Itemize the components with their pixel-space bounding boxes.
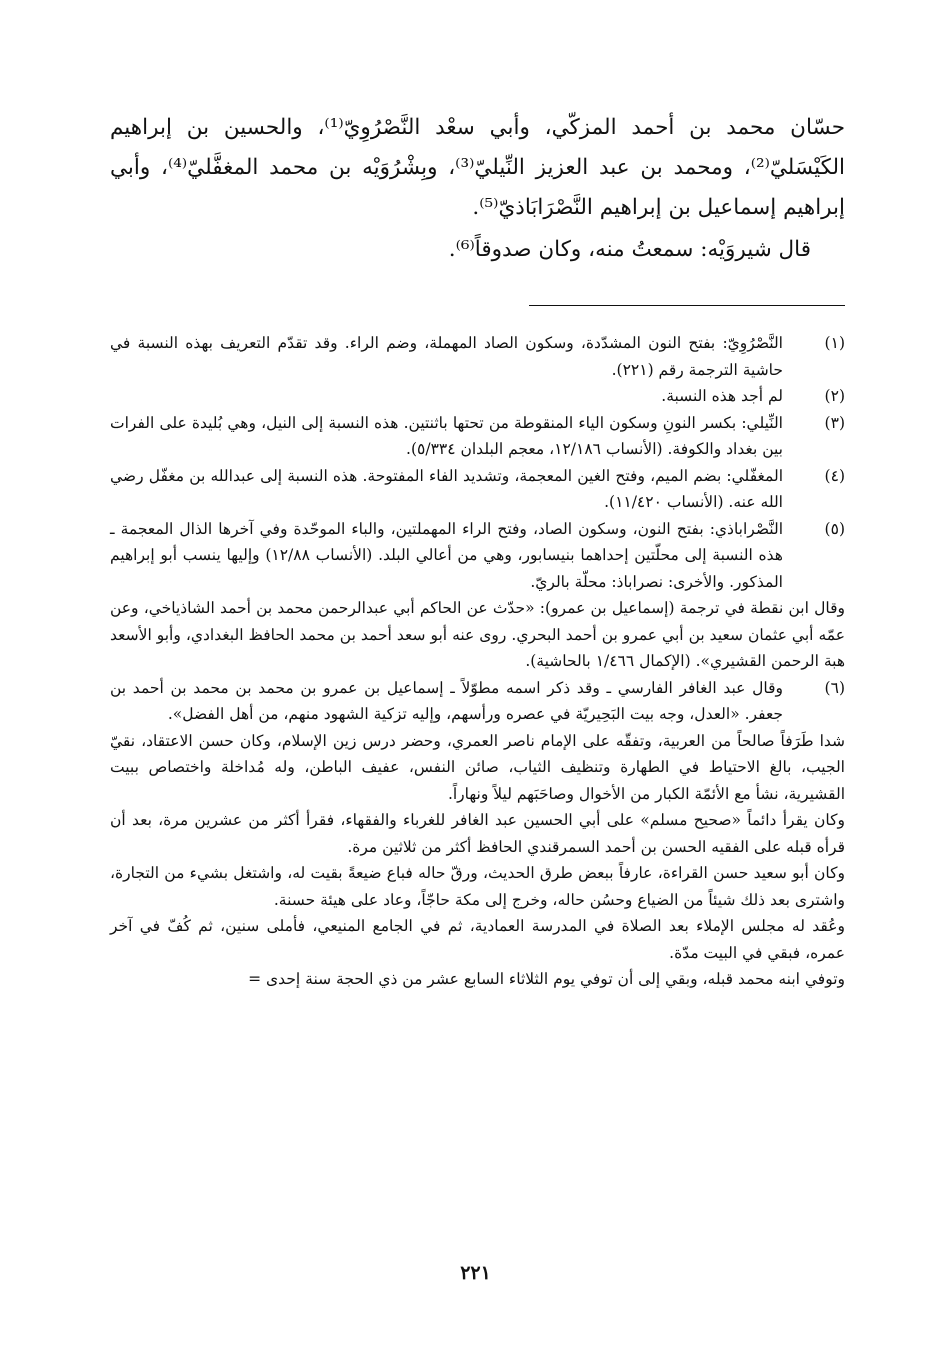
footnote-6-paragraph-4: وكان أبو سعيد حسن القراءة، عارفاً ببعض طرق الحديث، ورقّ حاله فباع ضيعةً بقيت له، واشتغل بشيء من التجارة، واشترى بعد ذلك شيئاً من الضياع وحسُن حاله، وخرج إلى مكة حاجّاً، وعاد على هيئة حسنة. xyxy=(110,864,845,909)
footnote-6-paragraph-2: شدا طَرَفاً صالحاً من العربية، وتفقّه على الإمام ناصر العمري، وحضر درس زين الإسلام، وكان حسن الاعتقاد، نقيّ الجيب، بالغ الاحتياط في الطهارة وتنظيف الثياب، صائن النفس، عفيف الباطن، وله مُداخلة واختصاص ببيت القشيرية، نشأ مع الأئمّة الكبار من الأخوال وصاحَبَهم ليلاً ونهاراً. xyxy=(110,731,845,803)
footnote-number: (٦) xyxy=(824,678,845,697)
footnote-5-continuation: وقال ابن نقطة في ترجمة (إسماعيل بن عمرو): «حدّث عن الحاكم أبي عبدالرحمن محمد بن أحمد الشاذياخي، وعن عمّه أبي عثمان سعيد بن أبي عمرو بن أحمد البحري. روى عنه أبو سعد أحمد بن محمد الحافظ البغدادي، وأبو الأسعد هبة الرحمن القشيري». (الإكمال ١/٤٦٦ بالحاشية). xyxy=(110,599,845,670)
main-paragraph-1: حسّان محمد بن أحمد المزكّي، وأبي سعْد النَّصْرُوِيّ⁽¹⁾، والحسين بن إبراهيم الكَيْسَليّ⁽²⁾، ومحمد بن عبد العزيز النِّيليّ⁽³⁾، وبِشْرُوَيْه بن محمد المغفَّليّ⁽⁴⁾، وأبي إبراهيم إسماعيل بن إبراهيم النَّصْرَابَاذيّ⁽⁵⁾. xyxy=(110,115,845,220)
footnote-1 xyxy=(110,330,845,383)
footnote-text: النَّصْرُوِيّ: بفتح النون المشدّدة، وسكون الصاد المهملة، وضم الراء. وقد تقدّم التعريف بهذه النسبة في حاشية الترجمة رقم (٢٢١). xyxy=(110,334,783,379)
page-number: ٢٢١ xyxy=(460,1262,491,1284)
footnote-5 xyxy=(110,516,845,596)
footnote-text: النِّيلي: بكسر النونِ وسكون الياء المنقوطة من تحتها باثنتين. هذه النسبة إلى النيل، وهي بُليدة على الفرات بين بغداد والكوفة. (الأنساب ١٢/١٨٦، معجم البلدان ٥/٣٣٤). xyxy=(110,413,783,458)
footnote-number: (١) xyxy=(824,334,845,352)
footnote-text: وقال عبد الغافر الفارسي ـ وقد ذكر اسمه مطوّلاً ـ إسماعيل بن عمرو بن محمد بن محمد بن أحمد بن جعفر. «العدل، وجه بيت البَحِيريّة في عصره ورأسهم، وإليه تزكية الشهود منهم، من أهل الفضل». xyxy=(110,678,783,723)
footnote-6-paragraph-5: وعُقد له مجلس الإملاء بعد الصلاة في المدرسة العمادية، ثم في الجامع المنيعي، فأملى سنين، ثم كُفّ في آخر عمره، فبقي في البيت مدّة. xyxy=(110,917,845,962)
footnote-text: المغفّلي: بضم الميم، وفتح الغين المعجمة، وتشديد الفاء المفتوحة. هذه النسبة إلى عبدالله بن مغفّل رضي الله عنه. (الأنساب ١١/٤٢٠). xyxy=(110,466,783,511)
footnote-number: (٢) xyxy=(824,387,845,405)
footnote-6-paragraph-3: وكان يقرأ دائماً «صحيح مسلم» على أبي الحسين عبد الغافر للغرباء والفقهاء، فقرأ أكثر من عشرين مرة، بعد أن قرأه قبله على الفقيه الحسن بن أحمد السمرقندي الحافظ أكثر من ثلاثين مرة. xyxy=(110,811,845,856)
footnote-2 xyxy=(110,383,845,410)
footnote-number: (٤) xyxy=(824,466,845,485)
footnote-text: النَّصْراباذي: بفتح النون، وسكون الصاد، وفتح الراء المهملتين، والباء الموحّدة وفي آخرها الذال المعجمة ـ هذه النسبة إلى محلّتين إحداهما بنيسابور، وهي من أعالي البلد. (الأنساب ١٢/٨٨) وإليها ينسب أبو إبراهيم المذكور. والأخرى: نصراباذ: محلّة بالريّ. xyxy=(110,519,783,591)
footnotes xyxy=(110,330,845,993)
footnote-6 xyxy=(110,675,845,728)
footnote-4 xyxy=(110,463,845,516)
footnote-number: (٣) xyxy=(824,413,845,432)
footnote-text: لم أجد هذه النسبة. xyxy=(661,387,783,405)
footnote-3 xyxy=(110,410,845,463)
main-paragraph-2: قال شيروَيْه: سمعتُ منه، وكان صدوقاً⁽⁶⁾. xyxy=(448,237,811,262)
footnote-6-paragraph-6: وتوفي ابنه محمد قبله، وبقي إلى أن توفي يوم الثلاثاء السابع عشر من ذي الحجة سنة إحدى = xyxy=(248,970,845,988)
main-text xyxy=(110,108,845,270)
footnote-separator xyxy=(529,305,845,306)
footnote-number: (٥) xyxy=(824,519,845,538)
